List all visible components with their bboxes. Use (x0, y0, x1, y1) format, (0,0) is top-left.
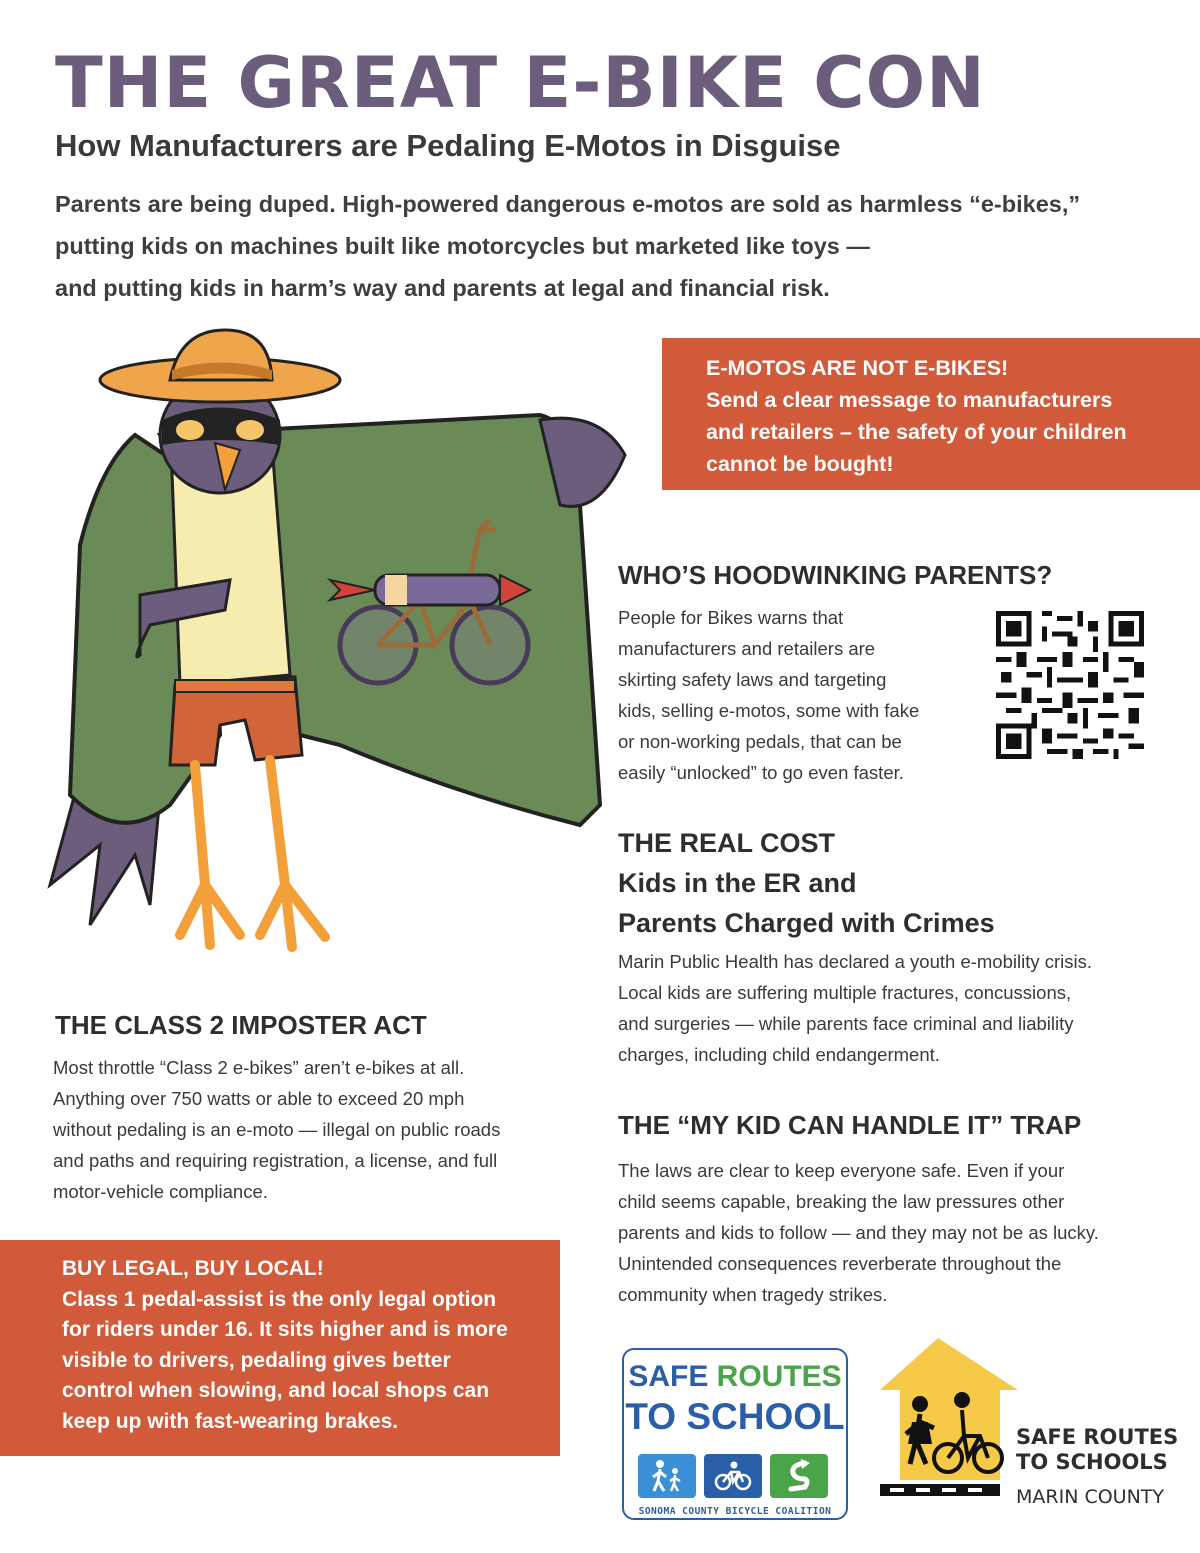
logo-word: SAFE (628, 1360, 709, 1393)
logo-line: SAFE ROUTES (1016, 1425, 1179, 1449)
real-cost-paragraph (618, 946, 1092, 1070)
callout-line: Class 1 pedal-assist is the only legal option (62, 1287, 497, 1311)
paragraph-line: motor-vehicle compliance. (53, 1181, 268, 1202)
heading-line: Parents Charged with Crimes (618, 908, 995, 938)
imposter-heading: THE CLASS 2 IMPOSTER ACT (55, 1010, 427, 1040)
intro-line: and putting kids in harm’s way and parents at legal and financial risk. (55, 275, 830, 301)
logo-word: ROUTES (716, 1360, 842, 1393)
paragraph-line: Unintended consequences reverberate throughout the (618, 1253, 1062, 1274)
callout-line: and retailers – the safety of your children (706, 420, 1127, 444)
callout-line: Send a clear message to manufacturers (706, 388, 1113, 412)
marin-logo-text (1016, 1425, 1178, 1509)
paragraph-line: People for Bikes warns that (618, 607, 844, 628)
callout-line: control when slowing, and local shops can (62, 1379, 490, 1402)
walking-icon (638, 1454, 696, 1498)
heading-line: THE REAL COST (618, 828, 836, 858)
paragraph-line: or non-working pedals, that can be (618, 731, 902, 752)
paragraph-line: manufacturers and retailers are (618, 638, 876, 659)
paragraph-line: Most throttle “Class 2 e-bikes” aren’t e-bikes at all. (53, 1057, 465, 1078)
logo-line: TO SCHOOLS (1016, 1450, 1168, 1474)
intro-paragraph (55, 183, 1155, 309)
intro-line: putting kids on machines built like motorcycles but marketed like toys — (55, 233, 870, 259)
paragraph-line: community when tragedy strikes. (618, 1284, 888, 1305)
real-cost-heading (618, 823, 995, 943)
callout-line: E-MOTOS ARE NOT E-BIKES! (706, 356, 1009, 380)
paragraph-line: easily “unlocked” to go even faster. (618, 762, 904, 783)
paragraph-line: and paths and requiring registration, a license, and full (53, 1150, 498, 1171)
callout-line: keep up with fast-wearing brakes. (62, 1409, 399, 1433)
page-subtitle: How Manufacturers are Pedaling E-Motos in Disguise (55, 128, 841, 163)
hoodwinking-heading: WHO’S HOODWINKING PARENTS? (618, 560, 1053, 590)
callout-line: for riders under 16. It sits higher and is more (62, 1318, 508, 1341)
paragraph-line: child seems capable, breaking the law pressures other (618, 1191, 1065, 1212)
paragraph-line: without pedaling is an e-moto — illegal on public roads (53, 1119, 501, 1140)
paragraph-line: kids, selling e-motos, some with fake (618, 700, 920, 721)
bicycle-icon (704, 1454, 762, 1498)
trap-paragraph (618, 1155, 1099, 1310)
logo-line: MARIN COUNTY (1016, 1486, 1165, 1508)
callout-line: BUY LEGAL, BUY LOCAL! (62, 1257, 324, 1280)
safe-routes-to-school-sonoma-logo (622, 1348, 848, 1520)
page-title: THE GREAT E-BIKE CON (55, 42, 986, 124)
logo-line (624, 1360, 846, 1394)
owl-con-artist-illustration (40, 325, 640, 985)
paragraph-line: and surgeries — while parents face criminal and liability (618, 1013, 1074, 1034)
hoodwinking-paragraph (618, 602, 919, 788)
paragraph-line: parents and kids to follow — and they may not be as lucky. (618, 1222, 1099, 1243)
paragraph-line: skirting safety laws and targeting (618, 669, 887, 690)
paragraph-line: Anything over 750 watts or able to exceed 20 mph (53, 1088, 465, 1109)
paragraph-line: charges, including child endangerment. (618, 1044, 940, 1065)
route-icon (770, 1454, 828, 1498)
intro-line: Parents are being duped. High-powered dangerous e-motos are sold as harmless “e-bikes,” (55, 191, 1081, 217)
callout-emotos-not-ebikes (662, 338, 1200, 490)
qr-code[interactable] (996, 611, 1144, 759)
callout-buy-legal-buy-local (0, 1240, 560, 1456)
heading-line: Kids in the ER and (618, 868, 857, 898)
paragraph-line: Marin Public Health has declared a youth e-mobility crisis. (618, 951, 1093, 972)
callout-line: visible to drivers, pedaling gives better (62, 1348, 451, 1372)
paragraph-line: Local kids are suffering multiple fractures, concussions, (618, 982, 1072, 1003)
trap-heading: THE “MY KID CAN HANDLE IT” TRAP (618, 1110, 1082, 1140)
logo-line: TO SCHOOL (625, 1396, 845, 1437)
logo-icons (638, 1454, 828, 1498)
imposter-paragraph (53, 1052, 500, 1207)
callout-line: cannot be bought! (706, 452, 894, 476)
paragraph-line: The laws are clear to keep everyone safe. Even if your (618, 1160, 1065, 1181)
logo-caption: SONOMA COUNTY BICYCLE COALITION (638, 1506, 832, 1517)
